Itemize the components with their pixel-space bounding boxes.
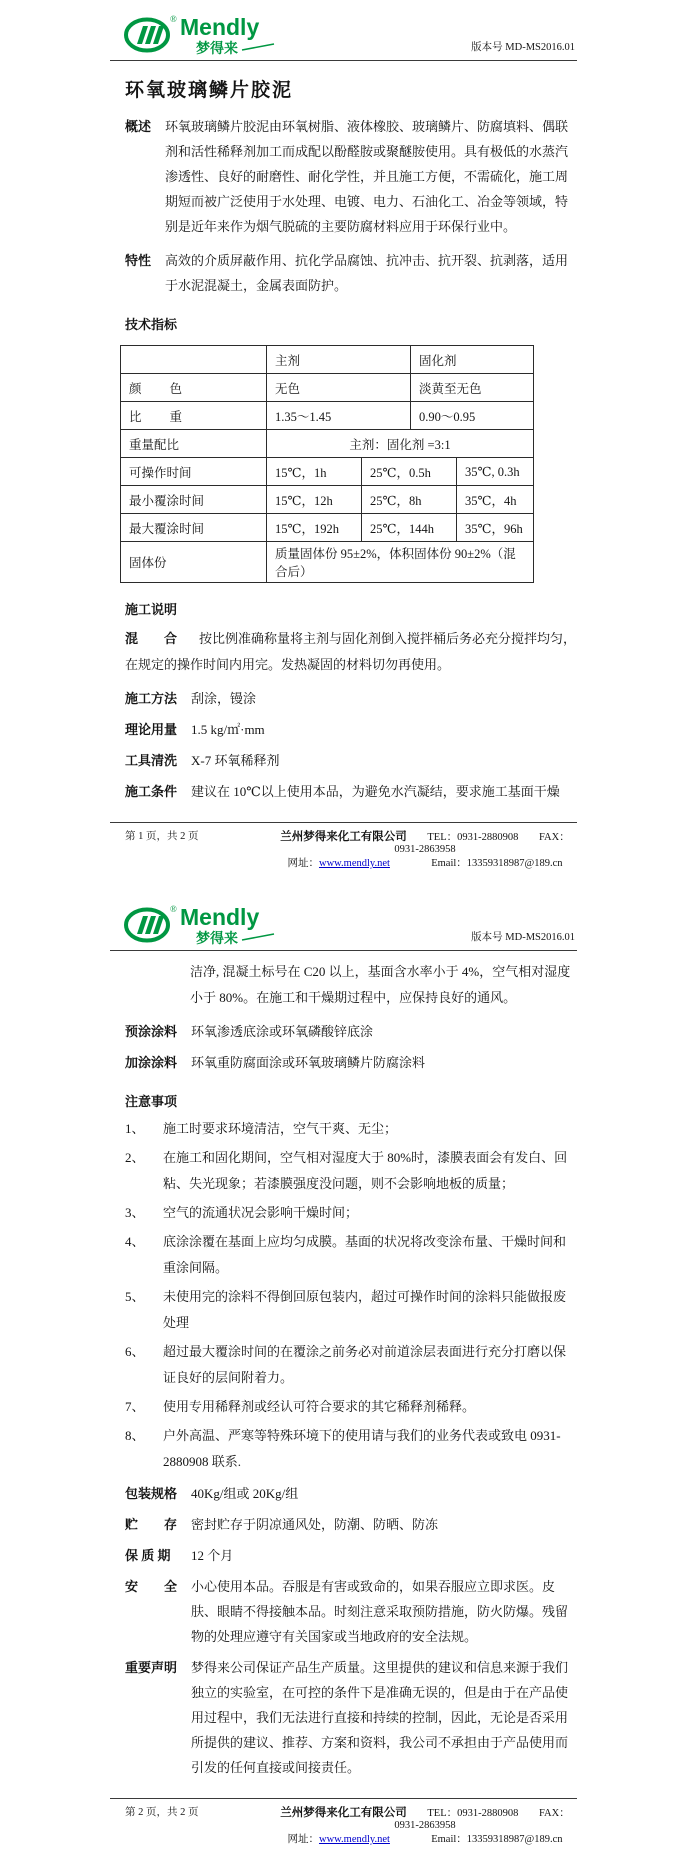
- table-cell-gravity-hardener: 0.90～0.95: [411, 402, 534, 430]
- note-text: 施工时要求环境清洁，空气干爽、无尘；: [163, 1121, 398, 1136]
- table-cell-pot-15: 15℃，1h: [267, 458, 362, 486]
- condition-value: 建议在 10℃以上使用本品，为避免水汽凝结，要求施工基面干燥: [191, 784, 560, 799]
- table-cell-gravity-main: 1.35～1.45: [267, 402, 411, 430]
- statement-row: [110, 1655, 577, 1780]
- table-cell-ratio-label: 重量配比: [121, 430, 267, 458]
- topcoat-label: 加涂涂料: [125, 1055, 178, 1070]
- table-cell-main-agent: 主剂: [267, 346, 411, 374]
- note-item: [110, 1394, 577, 1420]
- note-text: 户外高温、严寒等特殊环境下的使用请与我们的业务代表或致电 0931-2880908 联系.: [163, 1428, 561, 1469]
- table-cell-pot-label: 可操作时间: [121, 458, 267, 486]
- note-text: 空气的流通状况会影响干燥时间；: [163, 1205, 359, 1220]
- note-text: 在施工和固化期间，空气相对湿度大于 80%时，漆膜表面会有发白、回粘、失光现象；若漆膜强度没问题，则不会影响地板的质量；: [163, 1150, 568, 1191]
- construction-heading: 施工说明: [125, 602, 178, 617]
- mendly-logo-icon: [122, 900, 290, 946]
- tech-spec-table: [120, 345, 534, 583]
- registered-mark: ®: [170, 14, 177, 24]
- overview-text: 环氧玻璃鳞片胶泥由环氧树脂、液体橡胶、玻璃鳞片、防腐填料、偶联剂和活性稀释剂加工而成配以酚醛胺或聚醚胺使用。具有极低的水蒸汽渗透性、良好的耐磨性、耐化学性，并且施工方便，不需硫化，施工周期短而被广泛使用于水处理、电镀、电力、石油化工、冶金等领域，特别是近年来作为烟气脱硫的主要防腐材料应用于环保行业中。: [165, 119, 569, 234]
- page2-page-info: 第 2 页，共 2 页: [125, 1807, 199, 1818]
- footer-tel: TEL：0931-2880908: [427, 1808, 519, 1819]
- method-label: 施工方法: [125, 691, 178, 706]
- table-cell-solids-value: 质量固体份 95±2%，体积固体份 90±2%（混合后）: [267, 542, 534, 583]
- table-cell-min-15: 15℃，12h: [267, 486, 362, 514]
- shelf-life-row: [110, 1543, 577, 1568]
- note-number: 6、: [125, 1344, 145, 1359]
- note-item: [110, 1229, 577, 1281]
- precoat-value: 环氧渗透底涂或环氧磷酸锌底涂: [191, 1024, 374, 1039]
- website-label: 网址：: [287, 1834, 319, 1845]
- footer-web-line: [273, 1831, 577, 1846]
- footer-contact-line: [273, 828, 577, 855]
- precoat-row: [110, 1019, 577, 1044]
- page-1: [110, 0, 577, 874]
- notes-list: [110, 1116, 577, 1475]
- table-cell-blank: [121, 346, 267, 374]
- storage-row: [110, 1512, 577, 1537]
- note-item: [110, 1284, 577, 1336]
- page2-footer: [110, 1798, 577, 1850]
- storage-label: 贮 存: [125, 1517, 178, 1532]
- footer-fax: FAX：0931-2863958: [394, 832, 570, 855]
- tech-spec-heading: 技术指标: [125, 317, 178, 332]
- email-label: Email：: [431, 1834, 467, 1845]
- logo-wordmark: Mendly: [180, 904, 260, 930]
- table-row-pot-life: [121, 458, 534, 486]
- logo-wordmark: Mendly: [180, 14, 260, 40]
- table-cell-min-35: 35℃，4h: [457, 486, 534, 514]
- table-cell-max-35: 35℃，96h: [457, 514, 534, 542]
- registered-mark: ®: [170, 904, 177, 914]
- overview-label: 概述: [125, 119, 152, 134]
- footer-tel: TEL：0931-2880908: [427, 832, 519, 843]
- statement-value: 梦得来公司保证产品生产质量。这里提供的建议和信息来源于我们独立的实验室，在可控的条件下是准确无误的，但是由于在产品使用过程中，我们无法进行直接和持续的控制，因此，无论是否采用所提供的建议、推荐、方案和资料，我公司不承担由于产品使用而引发的任何直接或间接责任。: [191, 1660, 569, 1775]
- mixing-text: 按比例准确称量将主剂与固化剂倒入搅拌桶后务必充分搅拌均匀，在规定的操作时间内用完。发热凝固的材料切勿再使用。: [125, 631, 577, 672]
- table-cell-hardener: 固化剂: [411, 346, 534, 374]
- precoat-label: 预涂涂料: [125, 1024, 178, 1039]
- table-cell-color-label: 颜 色: [121, 374, 267, 402]
- topcoat-row: [110, 1050, 577, 1075]
- table-cell-min-label: 最小覆涂时间: [121, 486, 267, 514]
- packing-value: 40Kg/组或 20Kg/组: [191, 1486, 299, 1501]
- storage-value: 密封贮存于阴凉通风处，防潮、防晒、防冻: [191, 1517, 439, 1532]
- logo-chinese-name: 梦得来: [196, 932, 238, 946]
- table-cell-gravity-label: 比 重: [121, 402, 267, 430]
- table-cell-pot-25: 25℃，0.5h: [362, 458, 457, 486]
- note-number: 8、: [125, 1428, 145, 1443]
- table-cell-color-hardener: 淡黄至无色: [411, 374, 534, 402]
- cleaning-label: 工具清洗: [125, 753, 178, 768]
- table-row-solids: [121, 542, 534, 583]
- note-text: 使用专用稀释剂或经认可符合要求的其它稀释剂稀释。: [163, 1399, 476, 1414]
- construction-row-condition: [110, 779, 577, 804]
- construction-row-dosage: [110, 717, 577, 742]
- note-text: 未使用完的涂料不得倒回原包装内，超过可操作时间的涂料只能做报废处理: [163, 1289, 567, 1330]
- company-logo: [122, 900, 290, 946]
- email-value: 13359318987@189.cn: [466, 858, 563, 869]
- page1-footer: [110, 822, 577, 874]
- page2-header: [110, 890, 577, 951]
- feature-label: 特性: [125, 253, 152, 268]
- website-label: 网址：: [287, 858, 319, 869]
- note-number: 3、: [125, 1205, 145, 1220]
- shelf-life-label: 保 质 期: [125, 1548, 171, 1563]
- mixing-paragraph: [110, 626, 577, 678]
- page1-page-info: 第 1 页，共 2 页: [125, 831, 199, 842]
- note-item: [110, 1423, 577, 1475]
- feature-text: 高效的介质屏蔽作用、抗化学品腐蚀、抗冲击、抗开裂、抗剥落，适用于水泥混凝土，金属表面防护。: [165, 253, 569, 293]
- note-text: 底涂涂覆在基面上应均匀成膜。基面的状况将改变涂布量、干燥时间和重涂间隔。: [163, 1234, 567, 1275]
- condition-continuation: 洁净, 混凝土标号在 C20 以上，基面含水率小于 4%，空气相对湿度小于 80%。在施工和干燥期过程中，应保持良好的通风。: [190, 964, 571, 1005]
- table-row-min-recoat: [121, 486, 534, 514]
- cleaning-value: X-7 环氧稀释剂: [191, 753, 280, 768]
- email-value: 13359318987@189.cn: [466, 1834, 563, 1845]
- table-row-max-recoat: [121, 514, 534, 542]
- safety-label: 安 全: [125, 1579, 178, 1594]
- shelf-life-value: 12 个月: [191, 1548, 234, 1563]
- mixing-label: 混 合: [125, 631, 178, 646]
- note-text: 超过最大覆涂时间的在覆涂之前务必对前道涂层表面进行充分打磨以保证良好的层间附着力。: [163, 1344, 567, 1385]
- note-item: [110, 1200, 577, 1226]
- table-cell-solids-label: 固体份: [121, 542, 267, 583]
- note-number: 4、: [125, 1234, 145, 1249]
- page-title: 环氧玻璃鳞片胶泥: [125, 80, 294, 101]
- mendly-logo-icon: [122, 10, 290, 56]
- version-label: 版本号 MD-MS2016.01: [471, 42, 575, 53]
- note-item: [110, 1116, 577, 1142]
- table-cell-ratio-value: 主剂：固化剂 =3:1: [267, 430, 534, 458]
- note-number: 2、: [125, 1150, 145, 1165]
- construction-row-method: [110, 686, 577, 711]
- version-label: 版本号 MD-MS2016.01: [471, 932, 575, 943]
- table-row-gravity: [121, 402, 534, 430]
- footer-contact-line: [273, 1804, 577, 1831]
- table-cell-max-25: 25℃，144h: [362, 514, 457, 542]
- note-number: 1、: [125, 1121, 145, 1136]
- table-row-ratio: [121, 430, 534, 458]
- note-number: 7、: [125, 1399, 145, 1414]
- footer-fax: FAX：0931-2863958: [394, 1808, 570, 1831]
- page-2: [110, 890, 577, 1850]
- overview-paragraph: [110, 114, 577, 239]
- table-row-header: [121, 346, 534, 374]
- condition-label: 施工条件: [125, 784, 178, 799]
- table-cell-max-label: 最大覆涂时间: [121, 514, 267, 542]
- note-item: [110, 1145, 577, 1197]
- company-name: 兰州梦得来化工有限公司: [280, 1807, 407, 1819]
- table-cell-pot-35: 35℃, 0.3h: [457, 458, 534, 486]
- note-number: 5、: [125, 1289, 145, 1304]
- safety-value: 小心使用本品。吞服是有害或致命的，如果吞服应立即求医。皮肤、眼睛不得接触本品。时刻注意采取预防措施，防火防爆。残留物的处理应遵守有关国家或当地政府的安全法规。: [191, 1579, 569, 1644]
- website-link[interactable]: www.mendly.net: [318, 1834, 390, 1845]
- email-label: Email：: [431, 858, 467, 869]
- logo-chinese-name: 梦得来: [196, 42, 238, 56]
- packing-label: 包装规格: [125, 1486, 178, 1501]
- packing-row: [110, 1481, 577, 1506]
- page1-header: [110, 0, 577, 61]
- table-row-color: [121, 374, 534, 402]
- table-cell-max-15: 15℃，192h: [267, 514, 362, 542]
- company-logo: [122, 10, 290, 56]
- footer-web-line: [273, 855, 577, 870]
- feature-paragraph: [110, 248, 577, 298]
- note-item: [110, 1339, 577, 1391]
- website-link[interactable]: www.mendly.net: [318, 858, 390, 869]
- table-cell-color-main: 无色: [267, 374, 411, 402]
- table-cell-min-25: 25℃，8h: [362, 486, 457, 514]
- statement-label: 重要声明: [125, 1660, 178, 1675]
- notes-heading: 注意事项: [125, 1094, 178, 1109]
- method-value: 刮涂，镘涂: [191, 691, 257, 706]
- company-name: 兰州梦得来化工有限公司: [280, 831, 407, 843]
- dosage-label: 理论用量: [125, 722, 178, 737]
- dosage-value: 1.5 kg/㎡·mm: [191, 722, 265, 737]
- topcoat-value: 环氧重防腐面涂或环氧玻璃鳞片防腐涂料: [191, 1055, 426, 1070]
- construction-row-cleaning: [110, 748, 577, 773]
